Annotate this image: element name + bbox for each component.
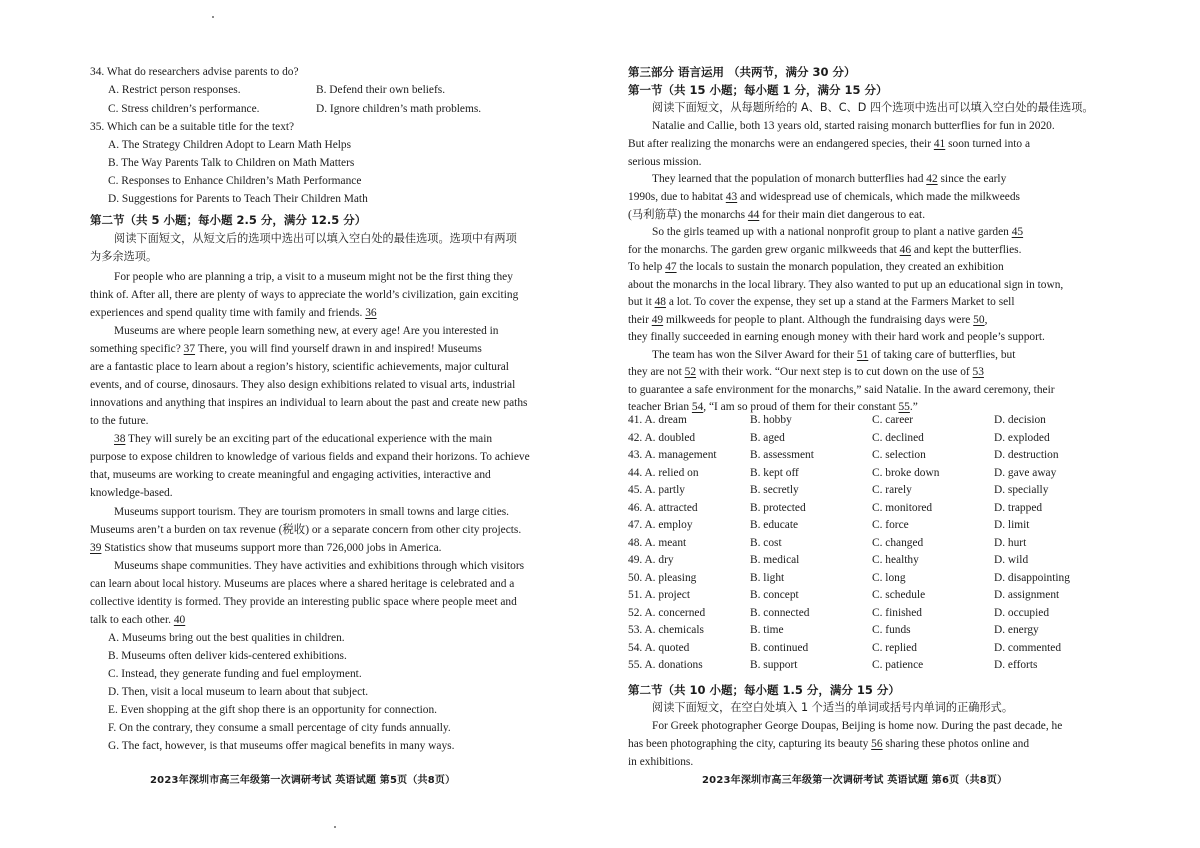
blank-50: 50	[973, 314, 985, 326]
choice-41-c: C. career	[872, 414, 914, 426]
blank-43: 43	[725, 191, 738, 203]
choice-55-d: D. efforts	[994, 659, 1038, 671]
choice-47-d: D. limit	[994, 519, 1030, 531]
option-e: E. Even shopping at the gift shop there is an opportunity for connection.	[108, 704, 437, 716]
choice-55-c: C. patience	[872, 659, 924, 671]
blank-44: 44	[747, 209, 760, 221]
choice-47-b: B. educate	[750, 519, 799, 531]
choice-44-c: C. broke down	[872, 466, 940, 479]
blank-53: 53	[972, 366, 984, 378]
passage-line: but it 48 a lot. To cover the expense, they set up a stand at the Farmers Market to sell	[628, 296, 1015, 308]
choice-45-a: 45. A. partly	[628, 484, 685, 496]
scan-speck	[212, 16, 214, 18]
choice-42-b: B. aged	[750, 431, 785, 444]
choice-53-a: 53. A. chemicals	[628, 624, 704, 636]
choice-46-b: B. protected	[750, 501, 806, 514]
choice-45-d: D. specially	[994, 484, 1049, 496]
passage-line: are a fantastic place to learn about a region’s history, scientific achievements, major cultural	[90, 361, 509, 373]
q34-stem: 34. What do researchers advise parents to do?	[90, 66, 299, 78]
choice-51-b: B. concept	[750, 589, 799, 601]
passage-line: serious mission.	[628, 156, 702, 168]
section1-instruction: 阅读下面短文，从每题所给的 A、B、C、D 四个选项中选出可以填入空白处的最佳选项。	[652, 101, 1094, 114]
option-b: B. Museums often deliver kids-centered exhibitions.	[108, 650, 347, 662]
blank-36: 36	[365, 307, 377, 319]
passage-line: Museums are where people learn something new, at every age! Are you interested in	[114, 325, 499, 337]
q35-stem: 35. Which can be a suitable title for the text?	[90, 121, 295, 133]
blank-55: 55	[898, 401, 910, 413]
passage-line: 1990s, due to habitat 43 and widespread use of chemicals, which made the milkweeds	[628, 191, 1020, 203]
choice-44-a: 44. A. relied on	[628, 466, 699, 479]
choice-46-d: D. trapped	[994, 501, 1043, 514]
passage-line: For people who are planning a trip, a visit to a museum might not be the first thing they	[114, 271, 513, 283]
choice-53-d: D. energy	[994, 624, 1039, 636]
passage-line: For Greek photographer George Doupas, Beijing is home now. During the past decade, he	[652, 720, 1063, 732]
blank-54: 54	[691, 401, 704, 413]
q34-option-d: D. Ignore children’s math problems.	[316, 103, 482, 115]
choice-42-c: C. declined	[872, 431, 924, 444]
choice-50-d: D. disappointing	[994, 571, 1070, 584]
passage-line: teacher Brian 54, “I am so proud of them for their constant 55.”	[628, 401, 918, 413]
choice-54-a: 54. A. quoted	[628, 641, 690, 654]
blank-48: 48	[654, 296, 666, 308]
section1-heading: 第一节（共 15 小题；每小题 1 分，满分 15 分）	[628, 83, 888, 97]
section2-instruction: 阅读下面短文，在空白处填入 1 个适当的单词或括号内单词的正确形式。	[652, 701, 1014, 714]
choice-49-d: D. wild	[994, 554, 1029, 566]
blank-42: 42	[926, 173, 938, 185]
choice-49-c: C. healthy	[872, 554, 919, 566]
passage-line: experiences and spend quality time with family and friends. 36	[90, 307, 377, 319]
choice-48-a: 48. A. meant	[628, 536, 687, 549]
choice-42-d: D. exploded	[994, 431, 1050, 444]
passage-line: Museums aren’t a burden on tax revenue (税收) or a separate concern from other city projects.	[90, 524, 522, 536]
passage-line: to guarantee a safe environment for the monarchs,” said Natalie. In the award ceremony, their	[628, 384, 1055, 396]
passage-line: they are not 52 with their work. “Our next step is to cut down on the use of 53	[628, 366, 984, 378]
passage-line: They learned that the population of monarch butterflies had 42 since the early	[652, 173, 1007, 185]
choice-48-c: C. changed	[872, 536, 924, 549]
choice-43-b: B. assessment	[750, 449, 814, 461]
choice-47-c: C. force	[872, 519, 909, 531]
choice-44-b: B. kept off	[750, 466, 799, 479]
choice-55-a: 55. A. donations	[628, 659, 703, 671]
choice-52-c: C. finished	[872, 606, 922, 619]
section2-instruction: 阅读下面短文，从短文后的选项中选出可以填入空白处的最佳选项。选项中有两项	[114, 232, 517, 245]
passage-line: knowledge-based.	[90, 487, 173, 499]
choice-51-c: C. schedule	[872, 589, 926, 601]
option-g: G. The fact, however, is that museums offer magical benefits in many ways.	[108, 740, 455, 752]
choice-50-b: B. light	[750, 571, 785, 584]
choice-49-b: B. medical	[750, 554, 800, 566]
passage-line: So the girls teamed up with a national nonprofit group to plant a native garden 45	[652, 226, 1024, 238]
q34-option-b: B. Defend their own beliefs.	[316, 84, 446, 96]
choice-41-d: D. decision	[994, 414, 1046, 426]
choice-48-d: D. hurt	[994, 536, 1027, 549]
choice-43-c: C. selection	[872, 449, 926, 461]
passage-line: something specific? 37 There, you will find yourself drawn in and inspired! Museums	[90, 343, 482, 355]
q35-option-c: C. Responses to Enhance Children’s Math Performance	[108, 175, 362, 187]
option-d: D. Then, visit a local museum to learn about that subject.	[108, 686, 369, 698]
section2-heading: 第二节（共 10 小题；每小题 1.5 分，满分 15 分）	[628, 683, 900, 697]
blank-45: 45	[1011, 226, 1024, 238]
passage-line: innovations and anything that inspires an individual to learn about the past and create new paths	[90, 397, 528, 409]
choice-52-a: 52. A. concerned	[628, 606, 706, 619]
passage-line: to the future.	[90, 415, 149, 427]
choice-44-d: D. gave away	[994, 466, 1057, 479]
passage-line: The team has won the Silver Award for their 51 of taking care of butterflies, but	[652, 349, 1016, 361]
passage-line: for the monarchs. The garden grew organic milkweeds that 46 and kept the butterflies.	[628, 244, 1022, 256]
choice-43-d: D. destruction	[994, 449, 1059, 461]
passage-line: collective identity is formed. They provide an interesting public space where people meet and	[90, 596, 517, 608]
passage-line: Natalie and Callie, both 13 years old, started raising monarch butterflies for fun in 2020.	[652, 120, 1055, 132]
passage-line: purpose to expose children to knowledge of various fields and expand their horizons. To achieve	[90, 451, 530, 463]
choice-50-a: 50. A. pleasing	[628, 571, 697, 584]
choice-42-a: 42. A. doubled	[628, 431, 696, 444]
passage-line: To help 47 the locals to sustain the monarch population, they created an exhibition	[628, 261, 1004, 273]
section2-instruction-cont: 为多余选项。	[90, 250, 158, 263]
passage-line: 38 They will surely be an exciting part of the educational experience with the main	[114, 433, 493, 445]
passage-line: can learn about local history. Museums are places where a shared heritage is celebrated and a	[90, 578, 515, 590]
blank-47: 47	[665, 261, 677, 273]
passage-line: that, museums are working to create meaningful and engaging activities, interactive and	[90, 469, 491, 481]
blank-37: 37	[183, 343, 196, 355]
choice-48-b: B. cost	[750, 536, 782, 549]
choice-41-b: B. hobby	[750, 414, 792, 426]
choice-46-c: C. monitored	[872, 501, 933, 514]
blank-56: 56	[871, 738, 883, 750]
blank-52: 52	[684, 366, 697, 378]
q35-option-a: A. The Strategy Children Adopt to Learn Math Helps	[108, 139, 352, 151]
choice-45-b: B. secretly	[750, 484, 799, 496]
choice-53-c: C. funds	[872, 624, 911, 636]
option-f: F. On the contrary, they consume a small percentage of city funds annually.	[108, 722, 451, 734]
blank-39: 39	[90, 542, 102, 554]
passage-line: But after realizing the monarchs were an endangered species, their 41 soon turned into a	[628, 138, 1031, 150]
passage-line: Museums support tourism. They are tourism promoters in small towns and large cities.	[114, 506, 510, 518]
passage-line: events, and of course, dinosaurs. They also design exhibitions related to visual arts, industrial	[90, 379, 516, 391]
passage-line: in exhibitions.	[628, 756, 694, 768]
choice-51-a: 51. A. project	[628, 589, 691, 601]
scan-speck	[334, 826, 336, 828]
choice-54-c: C. replied	[872, 641, 917, 654]
passage-line: Museums shape communities. They have activities and exhibitions through which visitors	[114, 560, 525, 572]
passage-line: their 49 milkweeds for people to plant. Although the fundraising days were 50,	[628, 314, 988, 326]
passage-line: about the monarchs in the local library. They also wanted to put up an educational sign in town,	[628, 279, 1064, 291]
option-a: A. Museums bring out the best qualities in children.	[108, 632, 345, 644]
blank-46: 46	[899, 244, 912, 256]
choice-52-b: B. connected	[750, 606, 810, 619]
q35-option-d: D. Suggestions for Parents to Teach Their Children Math	[108, 193, 368, 205]
passage-line: think of. After all, there are plenty of ways to appreciate the world’s civilization, gain exciting	[90, 289, 519, 301]
choice-54-b: B. continued	[750, 641, 809, 654]
page-footer: 2023年深圳市高三年级第一次调研考试 英语试题 第5页（共8页）	[150, 775, 456, 786]
choice-51-d: D. assignment	[994, 589, 1060, 601]
choice-50-c: C. long	[872, 571, 906, 584]
choice-53-b: B. time	[750, 624, 784, 636]
blank-51: 51	[856, 349, 869, 361]
blank-38: 38	[114, 433, 126, 445]
passage-line: has been photographing the city, capturing its beauty 56 sharing these photos online and	[628, 738, 1030, 750]
choice-47-a: 47. A. employ	[628, 519, 693, 531]
choice-43-a: 43. A. management	[628, 449, 717, 461]
q34-option-c: C. Stress children’s performance.	[108, 103, 260, 115]
section2-heading: 第二节（共 5 小题；每小题 2.5 分，满分 12.5 分）	[90, 213, 367, 227]
part3-heading: 第三部分 语言运用 （共两节，满分 30 分）	[628, 65, 856, 79]
passage-line: talk to each other. 40	[90, 614, 186, 626]
passage-line: they finally succeeded in earning enough money with their hard work and people’s support.	[628, 331, 1045, 343]
blank-40: 40	[173, 614, 186, 626]
choice-41-a: 41. A. dream	[628, 414, 687, 426]
choice-49-a: 49. A. dry	[628, 554, 674, 566]
choice-52-d: D. occupied	[994, 606, 1050, 619]
blank-49: 49	[651, 314, 664, 326]
option-c: C. Instead, they generate funding and fuel employment.	[108, 668, 362, 680]
choice-46-a: 46. A. attracted	[628, 501, 698, 514]
choice-54-d: D. commented	[994, 641, 1062, 654]
page-footer: 2023年深圳市高三年级第一次调研考试 英语试题 第6页（共8页）	[702, 775, 1008, 786]
choice-55-b: B. support	[750, 659, 798, 671]
blank-41: 41	[933, 138, 946, 150]
q35-option-b: B. The Way Parents Talk to Children on Math Matters	[108, 157, 355, 169]
passage-line: (马利筋草) the monarchs 44 for their main diet dangerous to eat.	[628, 209, 926, 221]
passage-line: 39 Statistics show that museums support more than 726,000 jobs in America.	[90, 542, 442, 554]
choice-45-c: C. rarely	[872, 484, 912, 496]
q34-option-a: A. Restrict person responses.	[108, 84, 241, 96]
